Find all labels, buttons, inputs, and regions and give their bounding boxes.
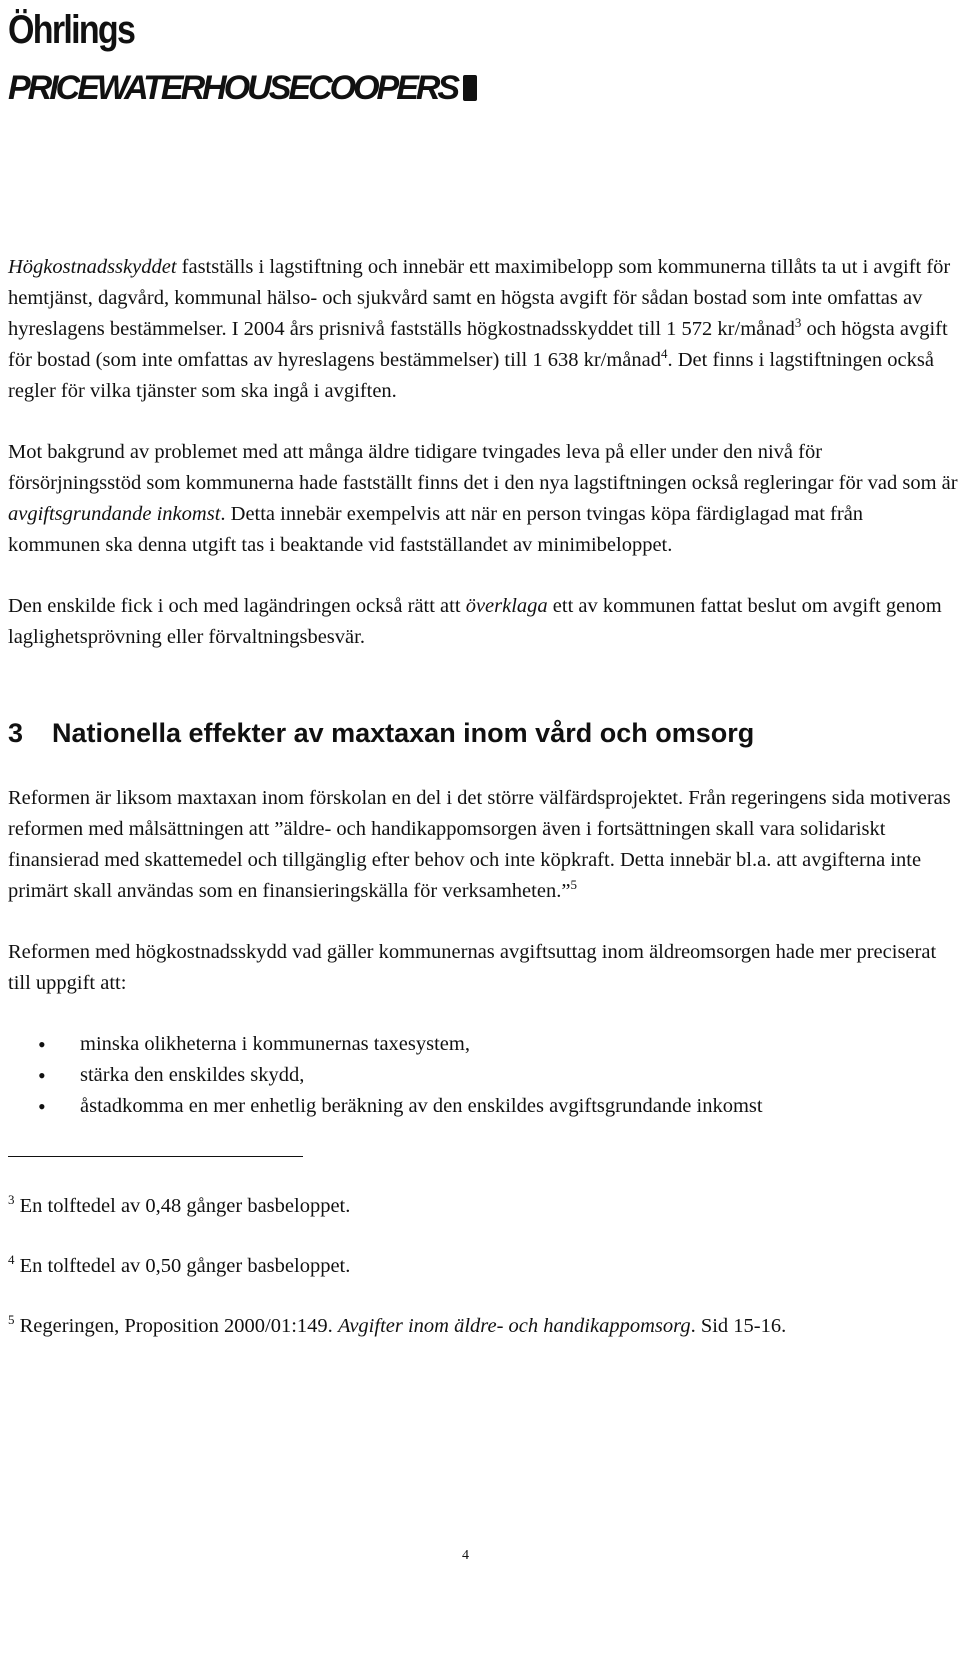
footnote-4: $^4$ En tolftedel av 0,50 gånger basbeloppet. xyxy=(8,1252,351,1277)
paragraph-overklaga: Den enskilde fick i och med lagändringen också rätt att överklaga ett av kommunen fattat beslut om avgift genom laglighetsprövning eller förvaltningsbesvär. xyxy=(8,595,942,648)
paragraph-avgiftsgrundande: Mot bakgrund av problemet med att många äldre tidigare tvingades leva på eller under den nivå för försörjningsstöd som kommunerna hade fastställt finns det i den nya lagstiftningen också regleringar för vad som är avgiftsgrundande inkomst. Detta innebär exempelvis att när en person tvingas köpa färdiglagad mat från kommunen ska denna utgift tas i beaktande vid fastställandet av minimibeloppet. xyxy=(8,441,958,556)
footnote-3: $^3$ En tolftedel av 0,48 gånger basbeloppet. xyxy=(8,1192,351,1217)
footnote-ref-4: 4 xyxy=(661,346,668,362)
company-logo xyxy=(8,8,477,108)
footnote-ref-5: 5 xyxy=(570,877,577,893)
footnote-5: $^5$ Regeringen, Proposition 2000/01:149. Avgifter inom äldre- och handikappomsorg. Sid 15-16. xyxy=(8,1312,787,1337)
term-avgiftsgrundande-inkomst: avgiftsgrundande inkomst xyxy=(8,503,221,525)
logo-pricewaterhousecoopers xyxy=(8,68,477,108)
logo-pwc-text: PRICEWATERHOUSECOOPERS xyxy=(8,69,458,107)
list-item: • minska olikheterna i kommunernas taxesystem, xyxy=(8,1029,958,1060)
document-body xyxy=(8,252,958,1371)
section-title: Nationella effekter av maxtaxan inom vård och omsorg xyxy=(52,718,755,748)
page-number: 4 xyxy=(462,1548,469,1563)
paragraph-uppgift: Reformen med högkostnadsskydd vad gäller kommunernas avgiftsuttag inom äldreomsorgen hade mer preciserat till uppgift att: xyxy=(8,941,937,994)
list-item: • stärka den enskildes skydd, xyxy=(8,1060,958,1091)
logo-block-icon xyxy=(463,75,477,101)
section-heading xyxy=(8,713,958,753)
paragraph-hogkostnadsskydd: Högkostnadsskyddet fastställs i lagstiftning och innebär ett maximibelopp som kommunerna tillåts ta ut i avgift för hemtjänst, dagvård, kommunal hälso- och sjukvård samt en högsta avgift för sådan bostad som inte omfattas av hyreslagens bestämmelser. I 2004 års prisnivå fastställs högkostnadsskyddet till 1 572 kr/månad$^3$ och högsta avgift för bostad (som inte omfattas av hyreslagens bestämmelser) till 1 638 kr/månad$^4$. Det finns i lagstiftningen också regler för vilka tjänster som ska ingå i avgiften. xyxy=(8,256,951,402)
footnote-ref-3: 3 xyxy=(794,315,802,331)
bullet-list xyxy=(8,1029,958,1122)
term-overklaga: överklaga xyxy=(465,595,548,617)
footnote-divider xyxy=(8,1156,303,1157)
paragraph-reformen: Reformen är liksom maxtaxan inom förskolan en del i det större välfärdsprojektet. Från regeringens sida motiveras reformen med målsättningen att ”äldre- och handikappomsorgen även i fortsättningen skall vara solidariskt finansierad med skattemedel och tillgänglig efter behov och inte köpkraft. Detta innebär bl.a. att avgifterna inte primärt skall användas som en finansieringskälla för verksamheten.”$^5$ xyxy=(8,787,951,902)
list-item: • åstadkomma en mer enhetlig beräkning av den enskildes avgiftsgrundande inkomst xyxy=(8,1091,958,1122)
term-hogkostnadsskyddet: Högkostnadsskyddet xyxy=(8,256,177,278)
section-number: 3 xyxy=(8,718,24,748)
logo-ohrlings: Öhrlings xyxy=(8,8,135,52)
